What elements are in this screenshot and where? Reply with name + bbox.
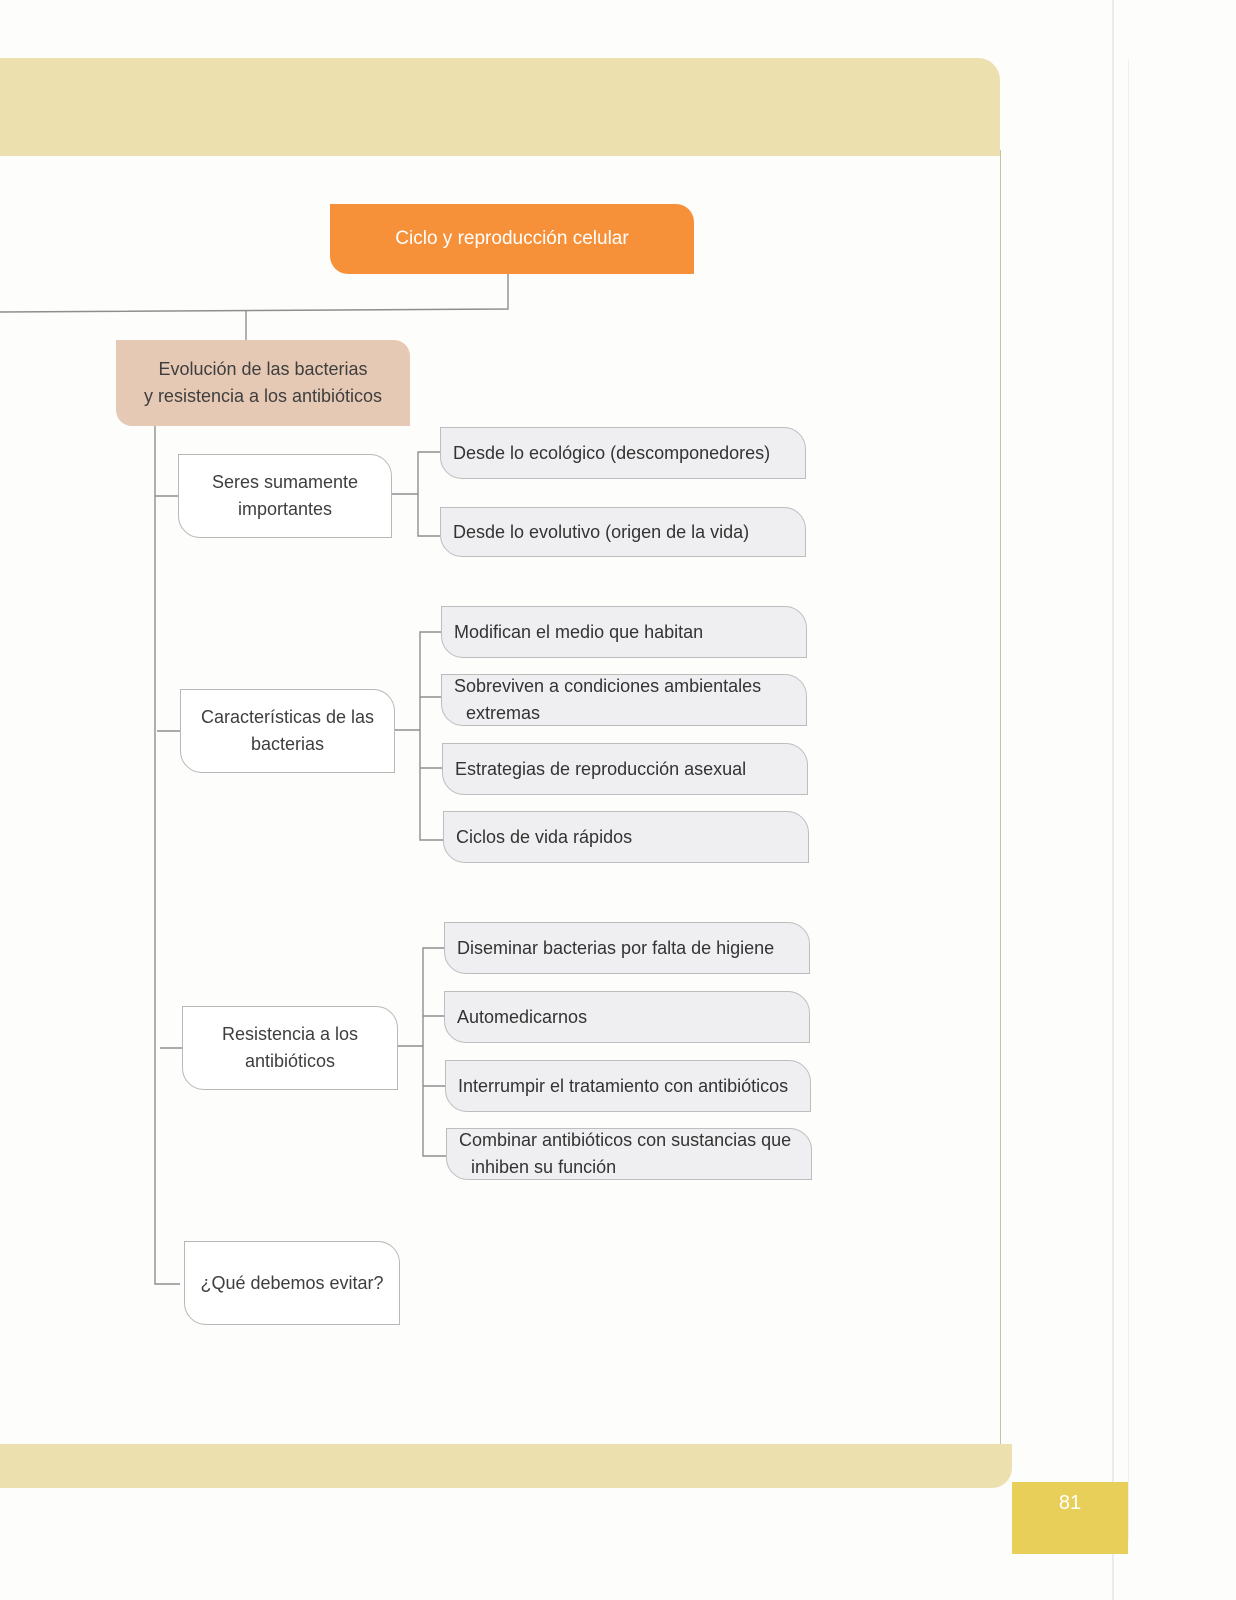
connector [420,632,443,840]
category-label: Resistencia a los [221,1024,359,1044]
category-label: bacterias [250,734,325,754]
category-label: Seres sumamente [211,472,359,492]
leaf-label: inhiben su función [471,1157,617,1177]
leaf-label: Ciclos de vida rápidos [456,826,633,847]
category-label: importantes [237,499,333,519]
category-label: ¿Qué debemos evitar? [200,1272,384,1293]
leaf-label: extremas [466,703,541,723]
root-node: Ciclo y reproducción celular [330,204,694,274]
leaf-node [444,922,810,974]
leaf-label: Diseminar bacterias por falta de higiene [457,937,775,958]
leaf-label: Desde lo evolutivo (origen de la vida) [453,521,750,542]
category-node-important [178,454,392,538]
leaf-node [441,674,807,726]
connector [418,452,440,536]
connector [155,426,180,1284]
main-node [116,340,410,426]
leaf-node [446,1128,812,1180]
connector [0,274,508,312]
leaf-node [444,991,810,1043]
page-number: 81 [1012,1482,1128,1554]
leaf-label: Estrategias de reproducción asexual [455,758,747,779]
main-node-line: y resistencia a los antibióticos [143,386,383,406]
category-label: antibióticos [244,1051,336,1071]
leaf-label: Sobreviven a condiciones ambientales [454,676,762,696]
leaf-label: Modifican el medio que habitan [454,621,704,642]
category-node-avoid [184,1241,400,1325]
leaf-node [442,743,808,795]
leaf-node [443,811,809,863]
main-node-line: Evolución de las bacterias [158,359,368,379]
leaf-label: Combinar antibióticos con sustancias que [459,1130,792,1150]
connector [423,948,446,1156]
leaf-label: Desde lo ecológico (descomponedores) [453,442,771,463]
leaf-node [441,606,807,658]
category-node-characteristics [180,689,395,773]
leaf-node [445,1060,811,1112]
leaf-node [440,427,806,479]
category-node-resistance [182,1006,398,1090]
category-label: Características de las [200,707,375,727]
leaf-node [440,507,806,557]
leaf-label: Interrumpir el tratamiento con antibióticos [458,1075,789,1096]
leaf-label: Automedicarnos [457,1006,588,1027]
